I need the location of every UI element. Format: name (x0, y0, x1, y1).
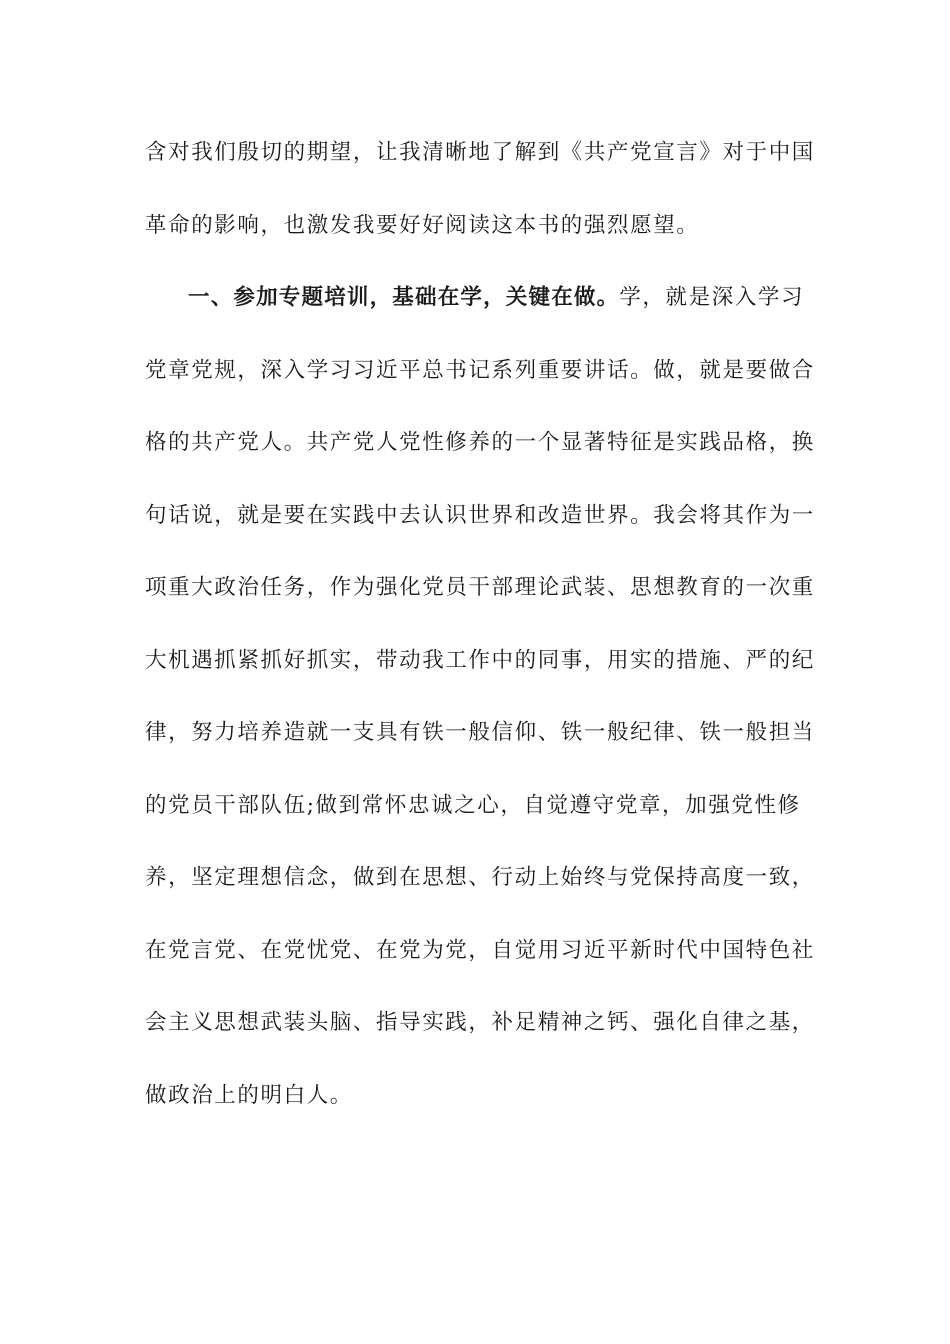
text-run: 学，就是深入学习 (619, 285, 805, 310)
paragraph-first-line (188, 282, 848, 314)
text-line: 含对我们殷切的期望，让我清晰地了解到《共产党宣言》对于中国 (145, 140, 815, 165)
text-line: 项重大政治任务，作为强化党员干部理论武装、思想教育的一次重 (145, 575, 815, 600)
text-line: 的党员干部队伍;做到常怀忠诚之心，自觉遵守党章，加强党性修 (145, 793, 801, 818)
text-line: 革命的影响，也激发我要好好阅读这本书的强烈愿望。 (145, 213, 700, 238)
text-line: 律，努力培养造就一支具有铁一般信仰、铁一般纪律、铁一般担当 (145, 720, 815, 745)
text-line: 句话说，就是要在实践中去认识世界和改造世界。我会将其作为一 (145, 503, 815, 528)
section-heading: 一、参加专题培训，基础在学，关键在做。 (188, 285, 620, 310)
text-line: 养，坚定理想信念，做到在思想、行动上始终与党保持高度一致， (145, 865, 815, 890)
text-line: 做政治上的明白人。 (145, 1083, 353, 1108)
text-line: 在党言党、在党忧党、在党为党，自觉用习近平新时代中国特色社 (145, 938, 815, 963)
text-line: 格的共产党人。共产党人党性修养的一个显著特征是实践品格，换 (145, 430, 815, 455)
text-line: 会主义思想武装头脑、指导实践，补足精神之钙、强化自律之基， (145, 1010, 815, 1035)
text-line: 大机遇抓紧抓好抓实，带动我工作中的同事，用实的措施、严的纪 (145, 648, 815, 673)
text-line: 党章党规，深入学习习近平总书记系列重要讲话。做，就是要做合 (145, 358, 815, 383)
